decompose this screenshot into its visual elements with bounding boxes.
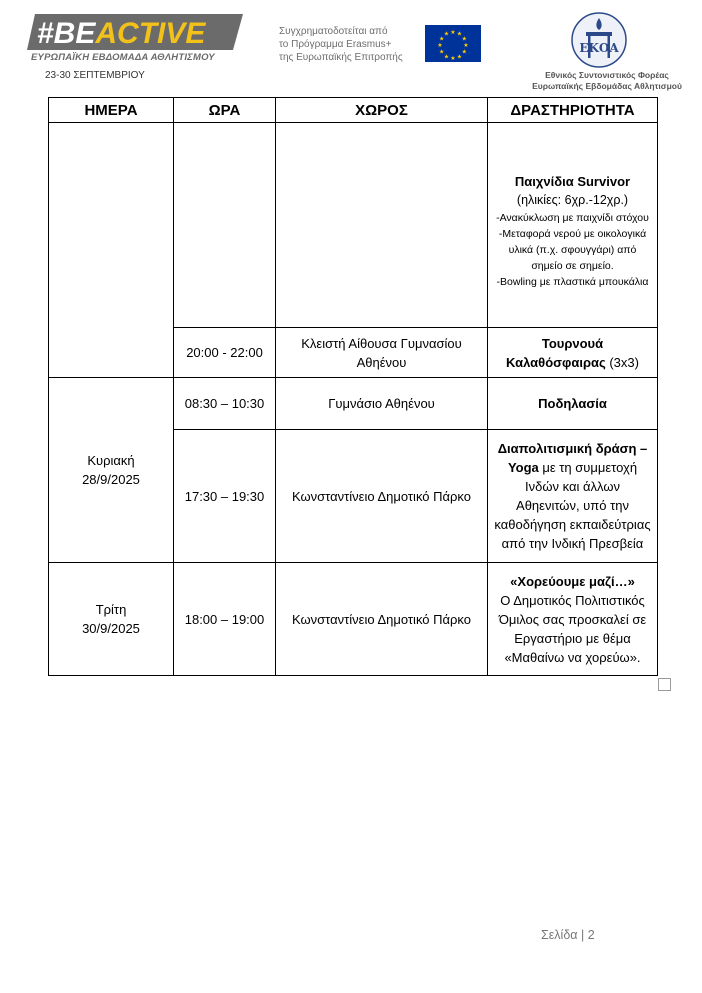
- yoga-title: Διαπολιτισμική δράση – Yoga: [497, 441, 648, 475]
- svg-text:★: ★: [461, 35, 467, 43]
- day-cell-continued: [49, 123, 174, 378]
- survivor-item-2: -Μεταφορά νερού με οικολογικά υλικά (π.χ. σφουγγάρι) από σημείο σε σημείο.: [498, 228, 647, 272]
- beactive-logo-text: #BEACTIVE: [37, 17, 206, 50]
- svg-text:★: ★: [463, 42, 469, 49]
- cofund-line-1: Συγχρηματοδοτείται από: [279, 26, 388, 37]
- cofund-line-2: το Πρόγραμμα Erasmus+: [279, 39, 392, 50]
- day-cell: [49, 378, 174, 563]
- table-header-row: [49, 98, 658, 123]
- schedule-table: [48, 97, 658, 676]
- time-cell: [174, 123, 276, 328]
- survivor-item-3: -Bowling με πλαστικά μπουκάλια: [496, 276, 649, 288]
- ekoa-caption: [522, 70, 692, 92]
- day-date: 28/9/2025: [82, 472, 140, 487]
- dance-title: «Χορεύουμε μαζί…»: [510, 573, 635, 589]
- time-cell: 17:30 – 19:30: [174, 430, 276, 563]
- logo-subtitle: ΕΥΡΩΠΑΪΚΗ ΕΒΔΟΜΑΔΑ ΑΘΛΗΤΙΣΜΟΥ: [31, 52, 215, 63]
- event-dates: 23-30 ΣΕΠΤΕΜΒΡΙΟΥ: [45, 70, 145, 81]
- header-day: ΗΜΕΡΑ: [49, 98, 174, 123]
- venue-cell: Γυμνάσιο Αθηένου: [276, 378, 488, 430]
- eu-flag-icon: [425, 25, 481, 62]
- survivor-item-1: -Ανακύκλωση με παιχνίδι στόχου: [496, 212, 649, 224]
- header-activity: ΔΡΑΣΤΗΡΙΟΤΗΤΑ: [488, 98, 658, 123]
- time-cell: 08:30 – 10:30: [174, 378, 276, 430]
- activity-cell: [488, 563, 658, 676]
- activity-cell: [488, 430, 658, 563]
- svg-text:★: ★: [456, 53, 463, 61]
- svg-text:★: ★: [443, 30, 450, 38]
- svg-text:★: ★: [461, 48, 467, 56]
- header-venue: ΧΩΡΟΣ: [276, 98, 488, 123]
- basketball-title: Τουρνουά Καλαθόσφαιρας: [506, 335, 606, 370]
- day-name: Τρίτη: [95, 602, 127, 617]
- day-cell: [49, 563, 174, 676]
- table-row: [49, 123, 658, 328]
- ekoa-logo-label: ΕΚΟΑ: [579, 41, 619, 55]
- ekoa-line-2: Ευρωπαϊκής Εβδομάδας Αθλητισμού: [532, 81, 682, 91]
- svg-text:★: ★: [450, 55, 456, 62]
- page-number: Σελίδα | 2: [541, 928, 595, 942]
- venue-cell: Κωνσταντίνειο Δημοτικό Πάρκο: [276, 563, 488, 676]
- ekoa-line-1: Εθνικός Συντονιστικός Φορέας: [545, 70, 669, 80]
- survivor-age: (ηλικίες: 6χρ.-12χρ.): [516, 193, 629, 207]
- activity-cell: [488, 328, 658, 378]
- svg-text:★: ★: [456, 30, 463, 38]
- day-name: Κυριακή: [87, 453, 135, 468]
- survivor-title: Παιχνίδια Survivor: [514, 174, 631, 189]
- table-row: [49, 378, 658, 430]
- svg-text:★: ★: [439, 48, 445, 56]
- time-cell: 18:00 – 19:00: [174, 563, 276, 676]
- svg-text:★: ★: [437, 42, 443, 49]
- time-cell: 20:00 - 22:00: [174, 328, 276, 378]
- table-row: [49, 563, 658, 676]
- venue-cell: Κλειστή Αίθουσα Γυμνασίου Αθηένου: [276, 328, 488, 378]
- svg-text:★: ★: [450, 29, 456, 36]
- dance-description: Ο Δημοτικός Πολιτιστικός Όμιλος σας προσκαλεί σε Εργαστήριο με θέμα «Μαθαίνω να χορεύω».: [498, 592, 647, 665]
- basketball-format: (3x3): [605, 354, 639, 370]
- activity-cell: Ποδηλασία: [488, 378, 658, 430]
- svg-text:★: ★: [439, 35, 445, 43]
- venue-cell: [276, 123, 488, 328]
- svg-text:★: ★: [443, 53, 450, 61]
- venue-cell: Κωνσταντίνειο Δημοτικό Πάρκο: [276, 430, 488, 563]
- yoga-description: με τη συμμετοχή Ινδών και άλλων Αθηενιτών, υπό την καθοδήγηση εκπαιδεύτριας από την Ινδική Πρεσβεία: [494, 460, 651, 551]
- cofund-line-3: της Ευρωπαϊκής Επιτροπής: [279, 52, 403, 63]
- header-time: ΩΡΑ: [174, 98, 276, 123]
- activity-cell: [488, 123, 658, 328]
- cofund-text: [279, 25, 403, 64]
- ekoa-logo: [566, 12, 632, 70]
- table-resize-handle[interactable]: [658, 678, 671, 691]
- day-date: 30/9/2025: [82, 621, 140, 636]
